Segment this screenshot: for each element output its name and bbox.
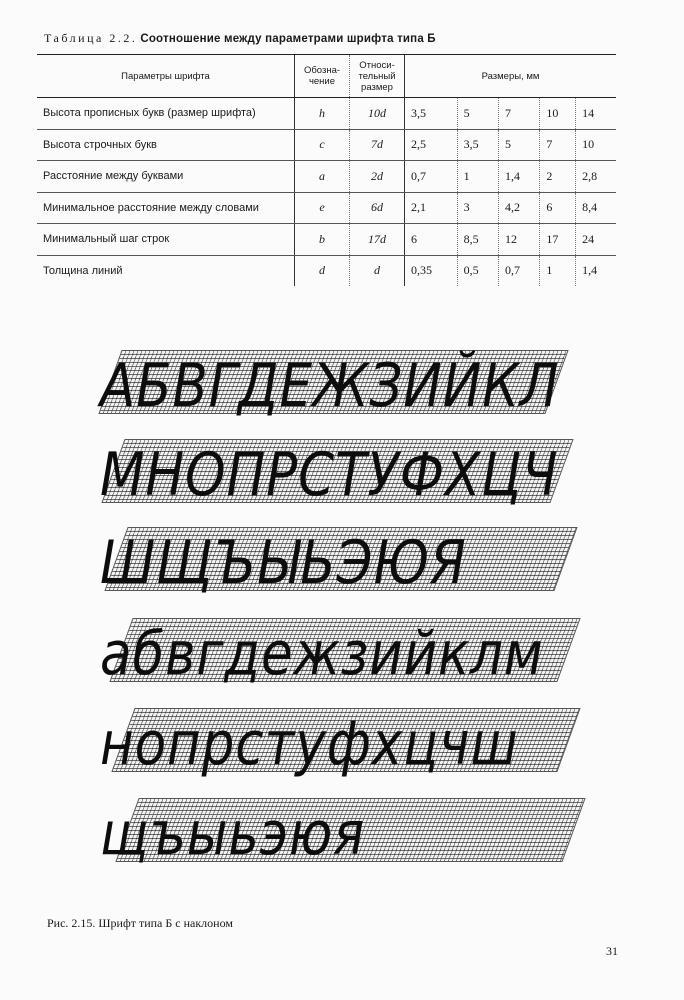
param-size-cell: 6 <box>540 192 576 224</box>
header-params: Параметры шрифта <box>37 55 295 98</box>
param-size-cell: 2,8 <box>576 161 616 193</box>
param-relative-cell: d <box>350 255 405 286</box>
param-size-cell: 8,5 <box>457 224 498 256</box>
param-size-cell: 3,5 <box>457 129 498 161</box>
param-name-cell: Высота прописных букв (размер шрифта) <box>37 98 295 130</box>
param-size-cell: 1 <box>457 161 498 193</box>
font-sample-line: щъыьэюя <box>100 799 366 869</box>
header-relative: Относи- тельный размер <box>350 55 405 98</box>
table-row <box>37 255 616 286</box>
param-symbol-cell: d <box>295 255 350 286</box>
param-size-cell: 2,5 <box>405 129 458 161</box>
param-size-cell: 3 <box>457 192 498 224</box>
font-sample-line: АБВГДЕЖЗИЙКЛ <box>100 351 560 421</box>
param-size-cell: 10 <box>576 129 616 161</box>
table-caption-label: Таблица 2.2. <box>44 31 138 45</box>
param-size-cell: 1,4 <box>576 255 616 286</box>
table-caption-title: Соотношение между параметрами шрифта типа Б <box>140 33 436 45</box>
param-size-cell: 0,35 <box>405 255 458 286</box>
page-number: 31 <box>606 944 618 958</box>
param-name-cell: Минимальный шаг строк <box>37 224 295 256</box>
param-size-cell: 14 <box>576 98 616 130</box>
param-size-cell: 2 <box>540 161 576 193</box>
param-size-cell: 0,7 <box>498 255 539 286</box>
table-row <box>37 224 616 256</box>
param-size-cell: 0,7 <box>405 161 458 193</box>
figure-caption: Рис. 2.15. Шрифт типа Б с наклоном <box>47 916 233 930</box>
param-size-cell: 24 <box>576 224 616 256</box>
table-header-row <box>37 55 616 98</box>
param-name-cell: Минимальное расстояние между словами <box>37 192 295 224</box>
param-size-cell: 1 <box>540 255 576 286</box>
param-size-cell: 2,1 <box>405 192 458 224</box>
font-sample-line: ШЩЪЫЬЭЮЯ <box>100 528 467 598</box>
param-name-cell: Толщина линий <box>43 264 123 277</box>
font-sample-line: нопрстуфхцчш <box>100 709 519 779</box>
param-symbol-cell: c <box>295 129 350 161</box>
param-size-cell: 17 <box>540 224 576 256</box>
table-row <box>37 192 616 224</box>
header-sizes: Размеры, мм <box>405 55 617 98</box>
param-size-cell: 7 <box>540 129 576 161</box>
param-size-cell: 1,4 <box>498 161 539 193</box>
param-relative-cell: 6d <box>350 192 405 224</box>
param-symbol-cell: b <box>295 224 350 256</box>
param-size-cell: 10 <box>540 98 576 130</box>
table-caption <box>44 31 436 46</box>
param-size-cell: 5 <box>498 129 539 161</box>
font-sample-line: МНОПРСТУФХЦЧ <box>100 440 559 510</box>
param-symbol-cell: h <box>295 98 350 130</box>
param-size-cell: 0,5 <box>457 255 498 286</box>
param-size-cell: 8,4 <box>576 192 616 224</box>
param-relative-cell: 10d <box>350 98 405 130</box>
param-size-cell: 12 <box>498 224 539 256</box>
param-size-cell: 6 <box>405 224 458 256</box>
param-relative-cell: 2d <box>350 161 405 193</box>
font-sample-line: абвгдежзийклм <box>100 619 544 689</box>
param-symbol-cell: a <box>295 161 350 193</box>
table-row <box>37 98 616 130</box>
param-relative-cell: 7d <box>350 129 405 161</box>
param-name-cell: Расстояние между буквами <box>37 161 295 193</box>
param-name-cell: Высота строчных букв <box>37 129 295 161</box>
header-symbol: Обозна- чение <box>295 55 350 98</box>
param-size-cell: 4,2 <box>498 192 539 224</box>
param-size-cell: 7 <box>498 98 539 130</box>
param-relative-cell: 17d <box>350 224 405 256</box>
table-row <box>37 161 616 193</box>
param-size-cell: 5 <box>457 98 498 130</box>
font-parameters-table <box>37 54 616 286</box>
table-row <box>37 129 616 161</box>
param-symbol-cell: e <box>295 192 350 224</box>
param-size-cell: 3,5 <box>405 98 458 130</box>
